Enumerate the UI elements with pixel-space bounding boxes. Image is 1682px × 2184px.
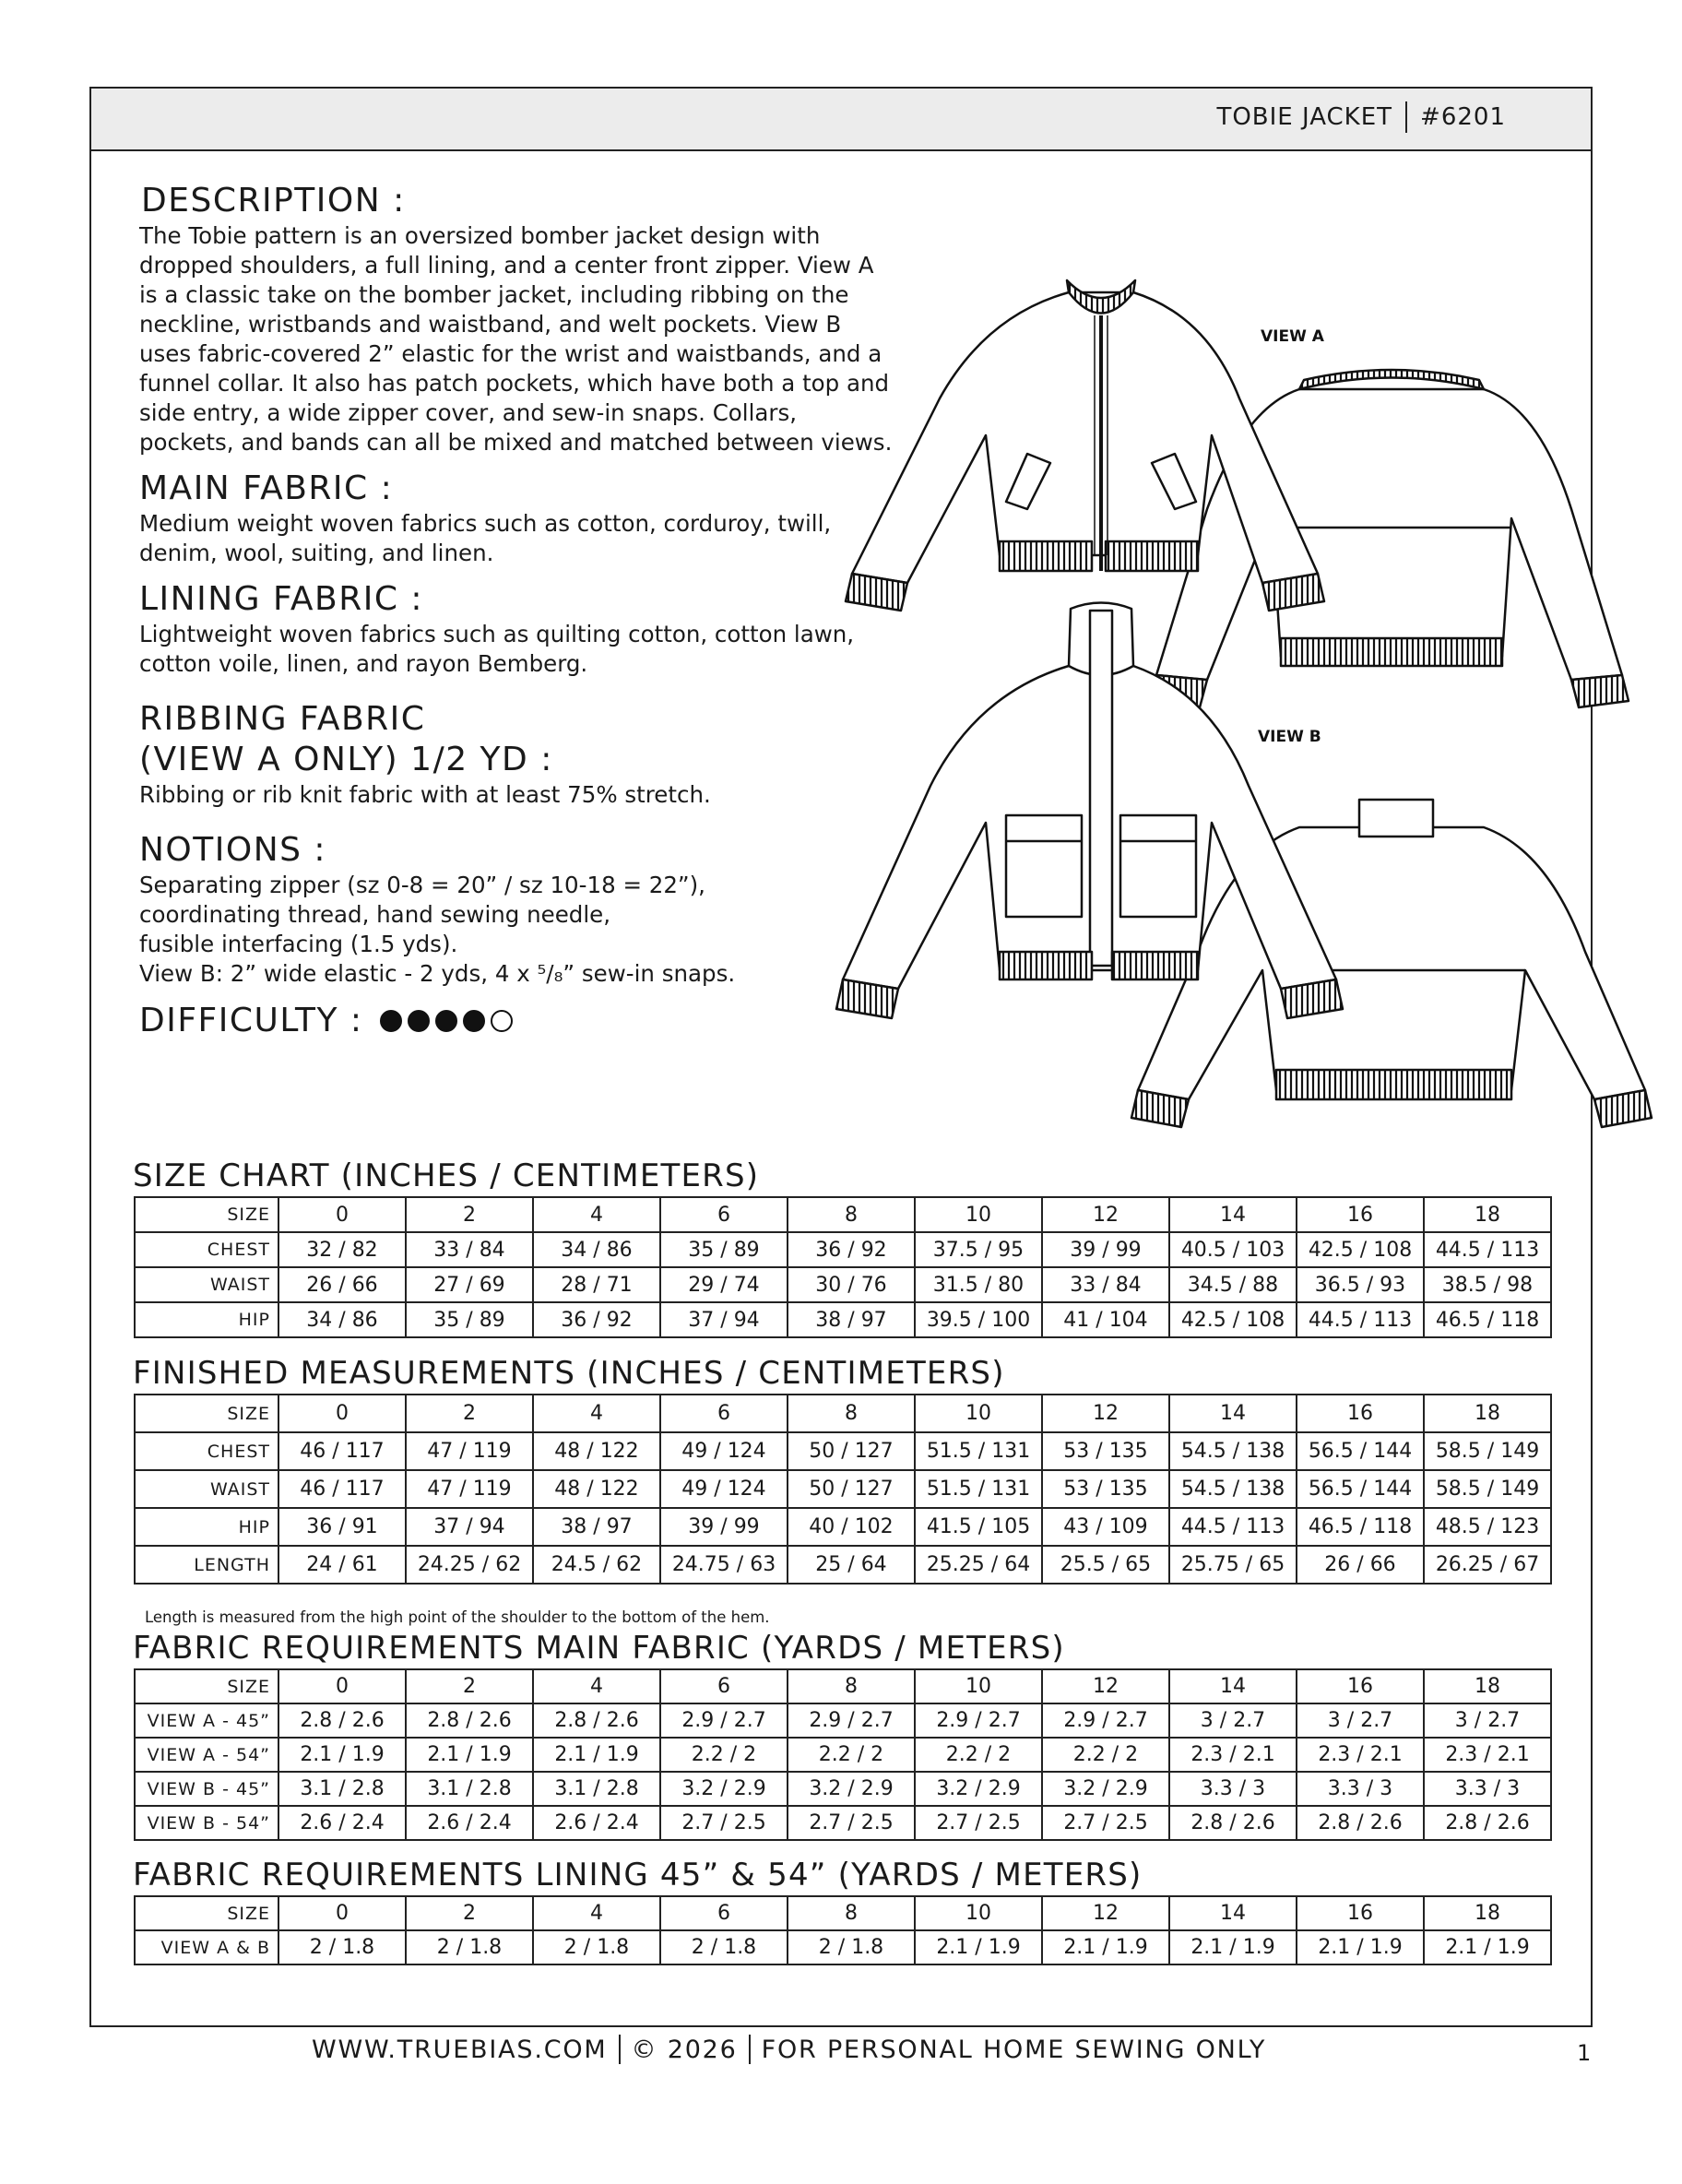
- table-cell: 2.3 / 2.1: [1297, 1738, 1424, 1772]
- table-cell: 2.9 / 2.7: [660, 1703, 788, 1738]
- notions-line: View B: 2” wide elastic - 2 yds, 4 x ⁵/₈” sew-in snaps.: [139, 960, 736, 987]
- size-header-cell: 6: [660, 1395, 788, 1432]
- table-cell: 24.25 / 62: [406, 1546, 533, 1584]
- main-fabric-requirements-title: FABRIC REQUIREMENTS MAIN FABRIC (YARDS / METERS): [133, 1630, 1065, 1667]
- row-label: VIEW A - 45”: [135, 1703, 278, 1738]
- pattern-details: [139, 181, 895, 1039]
- size-header-cell: 4: [533, 1896, 660, 1930]
- table-cell: 31.5 / 80: [915, 1267, 1042, 1302]
- main-fabric-heading: MAIN FABRIC :: [139, 469, 394, 507]
- size-header-cell: 12: [1042, 1197, 1169, 1232]
- technical-drawings: [801, 177, 1668, 1155]
- footer-divider: [749, 2035, 751, 2064]
- table-cell: 25.75 / 65: [1169, 1546, 1297, 1584]
- size-header-cell: 16: [1297, 1197, 1424, 1232]
- size-header-cell: 18: [1424, 1669, 1551, 1703]
- size-header-cell: 12: [1042, 1395, 1169, 1432]
- size-header-cell: 18: [1424, 1896, 1551, 1930]
- table-cell: 58.5 / 149: [1424, 1470, 1551, 1508]
- table-cell: 24.75 / 63: [660, 1546, 788, 1584]
- table-cell: 32 / 82: [278, 1232, 406, 1267]
- table-cell: 3.1 / 2.8: [406, 1772, 533, 1806]
- row-label: WAIST: [135, 1267, 278, 1302]
- row-label: LENGTH: [135, 1546, 278, 1584]
- table-cell: 3 / 2.7: [1424, 1703, 1551, 1738]
- table-cell: 44.5 / 113: [1169, 1508, 1297, 1546]
- header-divider: [1405, 101, 1407, 133]
- table-row: [135, 1738, 1551, 1772]
- table-cell: 2.8 / 2.6: [1169, 1806, 1297, 1840]
- table-cell: 2 / 1.8: [788, 1930, 915, 1964]
- page-number: 1: [1577, 2040, 1592, 2066]
- table-cell: 3 / 2.7: [1297, 1703, 1424, 1738]
- ribbing-text: Ribbing or rib knit fabric with at least 75% stretch.: [139, 781, 711, 808]
- size-header-cell: 16: [1297, 1896, 1424, 1930]
- lining-fabric-heading: LINING FABRIC :: [139, 580, 424, 618]
- table-row: [135, 1508, 1551, 1546]
- table-cell: 3.3 / 3: [1424, 1772, 1551, 1806]
- table-cell: 46.5 / 118: [1424, 1302, 1551, 1337]
- table-cell: 46 / 117: [278, 1470, 406, 1508]
- table-cell: 51.5 / 131: [915, 1470, 1042, 1508]
- table-row: [135, 1772, 1551, 1806]
- lining-fabric-text: Lightweight woven fabrics such as quilting cotton, cotton lawn, cotton voile, linen, and rayon Bemberg.: [139, 621, 855, 677]
- page-frame: [89, 87, 1593, 2027]
- table-header-row: [135, 1395, 1551, 1432]
- notions-line: Separating zipper (sz 0-8 = 20” / sz 10-18 = 22”),: [139, 872, 705, 898]
- table-cell: 39.5 / 100: [915, 1302, 1042, 1337]
- table-cell: 48 / 122: [533, 1470, 660, 1508]
- table-row: [135, 1930, 1551, 1964]
- table-cell: 2.8 / 2.6: [533, 1703, 660, 1738]
- table-cell: 26.25 / 67: [1424, 1546, 1551, 1584]
- size-header-cell: 10: [915, 1896, 1042, 1930]
- table-cell: 27 / 69: [406, 1267, 533, 1302]
- pattern-name: TOBIE JACKET: [1216, 103, 1393, 131]
- table-cell: 2.2 / 2: [660, 1738, 788, 1772]
- size-header-cell: 2: [406, 1395, 533, 1432]
- size-header-cell: 12: [1042, 1896, 1169, 1930]
- table-cell: 2.3 / 2.1: [1169, 1738, 1297, 1772]
- size-header-cell: 6: [660, 1896, 788, 1930]
- table-cell: 2.6 / 2.4: [406, 1806, 533, 1840]
- footer-divider: [619, 2035, 621, 2064]
- size-header-cell: 12: [1042, 1669, 1169, 1703]
- table-cell: 53 / 135: [1042, 1470, 1169, 1508]
- table-cell: 33 / 84: [1042, 1267, 1169, 1302]
- table-cell: 2.7 / 2.5: [1042, 1806, 1169, 1840]
- footer-usage: FOR PERSONAL HOME SEWING ONLY: [761, 2035, 1267, 2064]
- table-cell: 48 / 122: [533, 1432, 660, 1470]
- row-label: HIP: [135, 1508, 278, 1546]
- size-header-cell: 18: [1424, 1197, 1551, 1232]
- table-row: [135, 1432, 1551, 1470]
- lining-requirements-title: FABRIC REQUIREMENTS LINING 45” & 54” (YARDS / METERS): [133, 1857, 1143, 1893]
- row-label: SIZE: [135, 1896, 278, 1930]
- table-row: [135, 1302, 1551, 1337]
- table-cell: 2 / 1.8: [406, 1930, 533, 1964]
- table-cell: 2.7 / 2.5: [915, 1806, 1042, 1840]
- table-cell: 38 / 97: [788, 1302, 915, 1337]
- table-cell: 2.8 / 2.6: [1297, 1806, 1424, 1840]
- table-cell: 37 / 94: [406, 1508, 533, 1546]
- table-cell: 2.3 / 2.1: [1424, 1738, 1551, 1772]
- ribbing-heading-line1: RIBBING FABRIC: [139, 700, 426, 738]
- pattern-number: #6201: [1420, 103, 1506, 131]
- size-chart-table: [134, 1196, 1552, 1338]
- table-cell: 30 / 76: [788, 1267, 915, 1302]
- table-cell: 2.9 / 2.7: [915, 1703, 1042, 1738]
- table-cell: 40 / 102: [788, 1508, 915, 1546]
- size-header-cell: 4: [533, 1395, 660, 1432]
- table-cell: 38.5 / 98: [1424, 1267, 1551, 1302]
- table-cell: 53 / 135: [1042, 1432, 1169, 1470]
- table-cell: 3.2 / 2.9: [788, 1772, 915, 1806]
- table-cell: 48.5 / 123: [1424, 1508, 1551, 1546]
- row-label: VIEW B - 54”: [135, 1806, 278, 1840]
- row-label: CHEST: [135, 1232, 278, 1267]
- table-cell: 42.5 / 108: [1169, 1302, 1297, 1337]
- difficulty-dot-empty: [491, 1010, 513, 1032]
- table-row: [135, 1470, 1551, 1508]
- table-cell: 2 / 1.8: [533, 1930, 660, 1964]
- table-cell: 2.7 / 2.5: [788, 1806, 915, 1840]
- table-cell: 47 / 119: [406, 1432, 533, 1470]
- footer-copyright: © 2026: [631, 2035, 738, 2064]
- table-header-row: [135, 1896, 1551, 1930]
- size-header-cell: 10: [915, 1395, 1042, 1432]
- description-heading: DESCRIPTION :: [141, 182, 406, 220]
- view-a-label: VIEW A: [1261, 327, 1324, 346]
- table-cell: 35 / 89: [660, 1232, 788, 1267]
- view-b-label: VIEW B: [1258, 728, 1321, 746]
- table-cell: 46 / 117: [278, 1432, 406, 1470]
- table-cell: 3.1 / 2.8: [533, 1772, 660, 1806]
- table-cell: 36 / 91: [278, 1508, 406, 1546]
- main-fabric-text: Medium weight woven fabrics such as cotton, corduroy, twill, denim, wool, suiting, and linen.: [139, 510, 832, 566]
- notions-line: fusible interfacing (1.5 yds).: [139, 931, 458, 957]
- table-cell: 2.2 / 2: [915, 1738, 1042, 1772]
- table-cell: 35 / 89: [406, 1302, 533, 1337]
- view-b-front-drawing: [836, 603, 1343, 1019]
- table-cell: 33 / 84: [406, 1232, 533, 1267]
- table-cell: 3.1 / 2.8: [278, 1772, 406, 1806]
- table-header-row: [135, 1669, 1551, 1703]
- size-header-cell: 0: [278, 1669, 406, 1703]
- table-cell: 2.6 / 2.4: [533, 1806, 660, 1840]
- size-chart-title: SIZE CHART (INCHES / CENTIMETERS): [133, 1157, 760, 1194]
- table-cell: 3.2 / 2.9: [1042, 1772, 1169, 1806]
- table-cell: 37 / 94: [660, 1302, 788, 1337]
- row-label: CHEST: [135, 1432, 278, 1470]
- table-cell: 3.3 / 3: [1297, 1772, 1424, 1806]
- table-cell: 2.1 / 1.9: [1042, 1930, 1169, 1964]
- table-cell: 26 / 66: [1297, 1546, 1424, 1584]
- lining-requirements-table: [134, 1895, 1552, 1965]
- difficulty-dots: [380, 1010, 513, 1032]
- table-cell: 49 / 124: [660, 1432, 788, 1470]
- size-header-cell: 8: [788, 1197, 915, 1232]
- table-cell: 54.5 / 138: [1169, 1432, 1297, 1470]
- row-label: VIEW A - 54”: [135, 1738, 278, 1772]
- table-cell: 51.5 / 131: [915, 1432, 1042, 1470]
- table-row: [135, 1806, 1551, 1840]
- table-cell: 25 / 64: [788, 1546, 915, 1584]
- table-cell: 34.5 / 88: [1169, 1267, 1297, 1302]
- table-cell: 58.5 / 149: [1424, 1432, 1551, 1470]
- table-cell: 50 / 127: [788, 1470, 915, 1508]
- table-cell: 37.5 / 95: [915, 1232, 1042, 1267]
- table-cell: 2.6 / 2.4: [278, 1806, 406, 1840]
- size-header-cell: 16: [1297, 1669, 1424, 1703]
- table-cell: 2.8 / 2.6: [278, 1703, 406, 1738]
- finished-measurements-title: FINISHED MEASUREMENTS (INCHES / CENTIMETERS): [133, 1355, 1005, 1392]
- table-cell: 40.5 / 103: [1169, 1232, 1297, 1267]
- size-header-cell: 8: [788, 1896, 915, 1930]
- table-cell: 2.2 / 2: [788, 1738, 915, 1772]
- table-cell: 2.1 / 1.9: [533, 1738, 660, 1772]
- table-cell: 34 / 86: [533, 1232, 660, 1267]
- row-label: VIEW A & B: [135, 1930, 278, 1964]
- table-cell: 2.8 / 2.6: [406, 1703, 533, 1738]
- row-label: SIZE: [135, 1197, 278, 1232]
- header-title: [1216, 101, 1506, 133]
- size-header-cell: 2: [406, 1197, 533, 1232]
- difficulty-dot-filled: [435, 1010, 457, 1032]
- table-cell: 39 / 99: [1042, 1232, 1169, 1267]
- finished-measurements-table: [134, 1394, 1552, 1585]
- table-cell: 56.5 / 144: [1297, 1432, 1424, 1470]
- table-header-row: [135, 1197, 1551, 1232]
- difficulty-dot-filled: [380, 1010, 402, 1032]
- table-cell: 43 / 109: [1042, 1508, 1169, 1546]
- size-header-cell: 8: [788, 1669, 915, 1703]
- table-cell: 34 / 86: [278, 1302, 406, 1337]
- table-cell: 49 / 124: [660, 1470, 788, 1508]
- table-cell: 36.5 / 93: [1297, 1267, 1424, 1302]
- table-cell: 44.5 / 113: [1297, 1302, 1424, 1337]
- table-cell: 39 / 99: [660, 1508, 788, 1546]
- table-cell: 2.1 / 1.9: [1297, 1930, 1424, 1964]
- size-header-cell: 6: [660, 1669, 788, 1703]
- difficulty-dot-filled: [463, 1010, 485, 1032]
- size-header-cell: 14: [1169, 1197, 1297, 1232]
- table-cell: 56.5 / 144: [1297, 1470, 1424, 1508]
- table-cell: 41 / 104: [1042, 1302, 1169, 1337]
- table-cell: 29 / 74: [660, 1267, 788, 1302]
- table-cell: 2 / 1.8: [660, 1930, 788, 1964]
- table-cell: 36 / 92: [788, 1232, 915, 1267]
- description-text: The Tobie pattern is an oversized bomber jacket design with dropped shoulders, a full lining, and a center front zipper. View A is a classic take on the bomber jacket, including ribbing on the neckline, wristbands and waistband, and welt pockets. View B uses fabric-covered 2” elastic for the wrist and waistbands, and a funnel collar. It also has patch pockets, which have both a top and side entry, a wide zipper cover, and sew-in snaps. Collars, pockets, and bands can all be mixed and matched between views.: [139, 222, 893, 456]
- row-label: HIP: [135, 1302, 278, 1337]
- size-header-cell: 14: [1169, 1395, 1297, 1432]
- table-cell: 3.2 / 2.9: [915, 1772, 1042, 1806]
- size-header-cell: 4: [533, 1197, 660, 1232]
- table-cell: 25.25 / 64: [915, 1546, 1042, 1584]
- page-header: [91, 89, 1591, 151]
- footer-website: WWW.TRUEBIAS.COM: [312, 2035, 608, 2064]
- size-header-cell: 16: [1297, 1395, 1424, 1432]
- main-fabric-requirements-table: [134, 1668, 1552, 1841]
- page-footer: [0, 2029, 1682, 2075]
- table-cell: 26 / 66: [278, 1267, 406, 1302]
- size-header-cell: 10: [915, 1669, 1042, 1703]
- ribbing-heading-line2: (VIEW A ONLY) 1/2 YD :: [139, 741, 553, 778]
- table-cell: 50 / 127: [788, 1432, 915, 1470]
- table-cell: 25.5 / 65: [1042, 1546, 1169, 1584]
- table-cell: 2.1 / 1.9: [406, 1738, 533, 1772]
- table-cell: 2.1 / 1.9: [278, 1738, 406, 1772]
- difficulty-rating: [139, 1002, 895, 1039]
- table-cell: 28 / 71: [533, 1267, 660, 1302]
- table-row: [135, 1267, 1551, 1302]
- table-cell: 2.9 / 2.7: [1042, 1703, 1169, 1738]
- size-header-cell: 2: [406, 1669, 533, 1703]
- table-cell: 46.5 / 118: [1297, 1508, 1424, 1546]
- table-cell: 3 / 2.7: [1169, 1703, 1297, 1738]
- table-cell: 42.5 / 108: [1297, 1232, 1424, 1267]
- table-cell: 3.3 / 3: [1169, 1772, 1297, 1806]
- row-label: WAIST: [135, 1470, 278, 1508]
- size-header-cell: 8: [788, 1395, 915, 1432]
- size-header-cell: 0: [278, 1896, 406, 1930]
- table-cell: 2.8 / 2.6: [1424, 1806, 1551, 1840]
- table-cell: 38 / 97: [533, 1508, 660, 1546]
- table-row: [135, 1703, 1551, 1738]
- table-cell: 2 / 1.8: [278, 1930, 406, 1964]
- size-header-cell: 6: [660, 1197, 788, 1232]
- notions-line: coordinating thread, hand sewing needle,: [139, 901, 611, 928]
- row-label: VIEW B - 45”: [135, 1772, 278, 1806]
- table-row: [135, 1232, 1551, 1267]
- table-cell: 2.7 / 2.5: [660, 1806, 788, 1840]
- size-header-cell: 14: [1169, 1896, 1297, 1930]
- size-header-cell: 14: [1169, 1669, 1297, 1703]
- table-cell: 47 / 119: [406, 1470, 533, 1508]
- table-cell: 24.5 / 62: [533, 1546, 660, 1584]
- table-cell: 2.1 / 1.9: [1169, 1930, 1297, 1964]
- table-cell: 2.9 / 2.7: [788, 1703, 915, 1738]
- notions-text: [139, 871, 895, 989]
- table-cell: 24 / 61: [278, 1546, 406, 1584]
- size-header-cell: 18: [1424, 1395, 1551, 1432]
- difficulty-dot-filled: [408, 1010, 430, 1032]
- table-cell: 2.1 / 1.9: [915, 1930, 1042, 1964]
- size-header-cell: 10: [915, 1197, 1042, 1232]
- table-cell: 3.2 / 2.9: [660, 1772, 788, 1806]
- length-note: Length is measured from the high point of the shoulder to the bottom of the hem.: [145, 1608, 770, 1626]
- difficulty-label: DIFFICULTY :: [139, 1002, 363, 1039]
- size-header-cell: 0: [278, 1395, 406, 1432]
- footer-text: [312, 2035, 1266, 2064]
- table-cell: 2.2 / 2: [1042, 1738, 1169, 1772]
- table-cell: 41.5 / 105: [915, 1508, 1042, 1546]
- size-header-cell: 2: [406, 1896, 533, 1930]
- size-header-cell: 4: [533, 1669, 660, 1703]
- size-header-cell: 0: [278, 1197, 406, 1232]
- row-label: SIZE: [135, 1395, 278, 1432]
- table-cell: 54.5 / 138: [1169, 1470, 1297, 1508]
- table-row: [135, 1546, 1551, 1584]
- table-cell: 44.5 / 113: [1424, 1232, 1551, 1267]
- table-cell: 2.1 / 1.9: [1424, 1930, 1551, 1964]
- row-label: SIZE: [135, 1669, 278, 1703]
- table-cell: 36 / 92: [533, 1302, 660, 1337]
- notions-heading: NOTIONS :: [139, 831, 327, 869]
